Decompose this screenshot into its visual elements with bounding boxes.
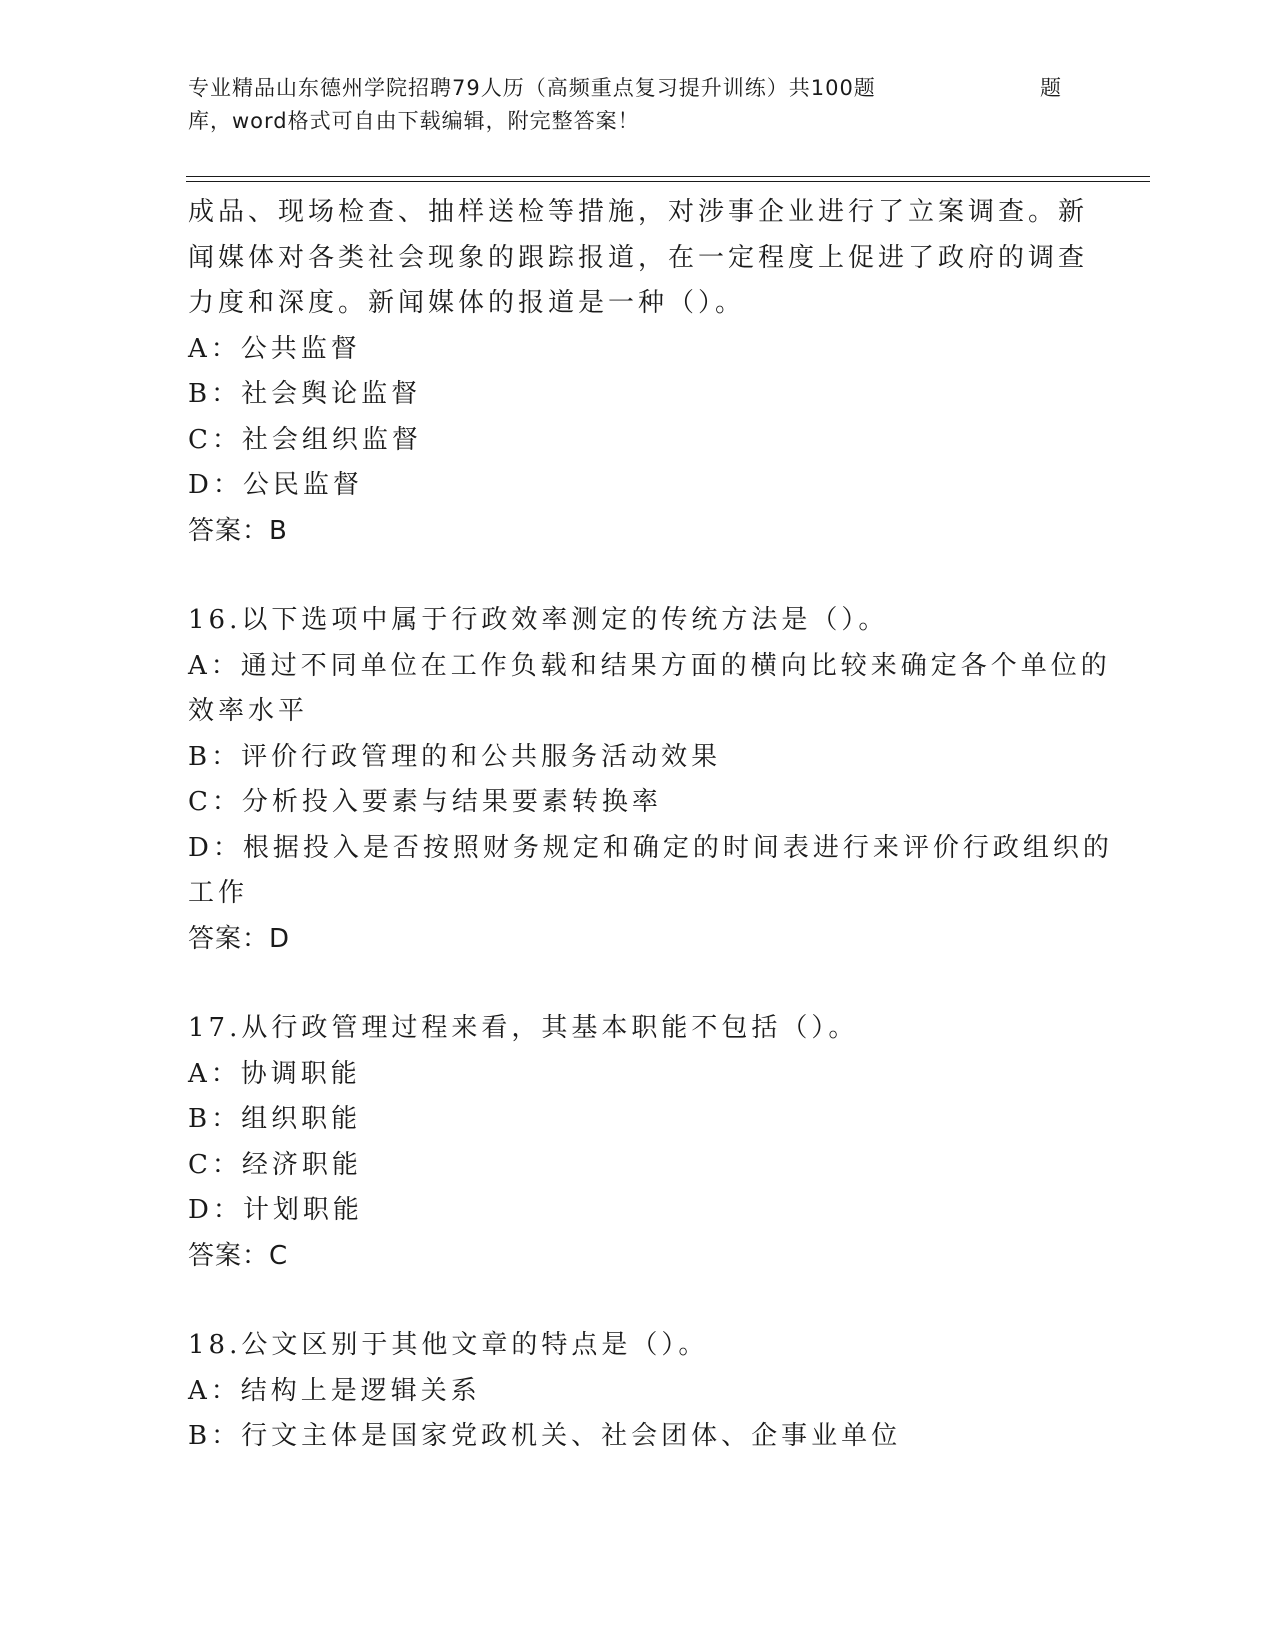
- option-b: B：社会舆论监督: [188, 379, 422, 409]
- option-a: A：通过不同单位在工作负载和结果方面的横向比较来确定各个单位的: [188, 650, 1111, 681]
- option-a: A：公共监督: [188, 333, 361, 364]
- spacer: [188, 554, 1088, 598]
- header-title-line-1: 专业精品山东德州学院招聘79人历（高频重点复习提升训练）共100题: [188, 76, 876, 100]
- option-b: B：评价行政管理的和公共服务活动效果: [188, 741, 722, 772]
- option-a-continued: 效率水平: [188, 696, 309, 726]
- question-18: [188, 1323, 1088, 1460]
- header-divider-top: [186, 176, 1150, 177]
- option-b: B：组织职能: [188, 1104, 362, 1134]
- option-c: C：分析投入要素与结果要素转换率: [188, 787, 662, 817]
- answer-label: 答案：D: [188, 923, 291, 954]
- document-header: [188, 72, 1068, 138]
- question-text-line: 成品、现场检查、抽样送检等措施，对涉事企业进行了立案调查。新: [188, 197, 1089, 227]
- option-a: A：结构上是逻辑关系: [188, 1375, 481, 1406]
- question-15-continuation: [188, 190, 1088, 554]
- question-text-line: 闻媒体对各类社会现象的跟踪报道，在一定程度上促进了政府的调查: [188, 242, 1089, 273]
- question-16: [188, 598, 1113, 962]
- header-divider-bottom: [186, 181, 1150, 182]
- answer-label: 答案：B: [188, 515, 288, 546]
- option-d: D：计划职能: [188, 1195, 363, 1225]
- header-extra-char: 题: [1040, 76, 1061, 100]
- question-text-line: 力度和深度。新闻媒体的报道是一种（）。: [188, 288, 746, 318]
- option-d-continued: 工作: [188, 878, 249, 908]
- spacer: [188, 1279, 1088, 1323]
- option-d: D：根据投入是否按照财务规定和确定的时间表进行来评价行政组织的: [188, 832, 1113, 863]
- answer-label: 答案：C: [188, 1240, 289, 1271]
- spacer: [188, 962, 1088, 1006]
- option-a: A：协调职能: [188, 1058, 361, 1089]
- option-c: C：社会组织监督: [188, 424, 422, 455]
- question-text: 17.从行政管理过程来看，其基本职能不包括（）。: [188, 1013, 859, 1043]
- question-17: [188, 1006, 1088, 1279]
- document-body: [188, 190, 1113, 1460]
- header-title-line-2: 库，word格式可自由下载编辑，附完整答案！: [188, 109, 640, 133]
- question-text: 18.公文区别于其他文章的特点是（）。: [188, 1330, 709, 1360]
- option-c: C：经济职能: [188, 1149, 362, 1180]
- option-d: D：公民监督: [188, 470, 363, 500]
- question-text: 16.以下选项中属于行政效率测定的传统方法是（）。: [188, 605, 889, 635]
- option-b: B：行文主体是国家党政机关、社会团体、企事业单位: [188, 1421, 902, 1451]
